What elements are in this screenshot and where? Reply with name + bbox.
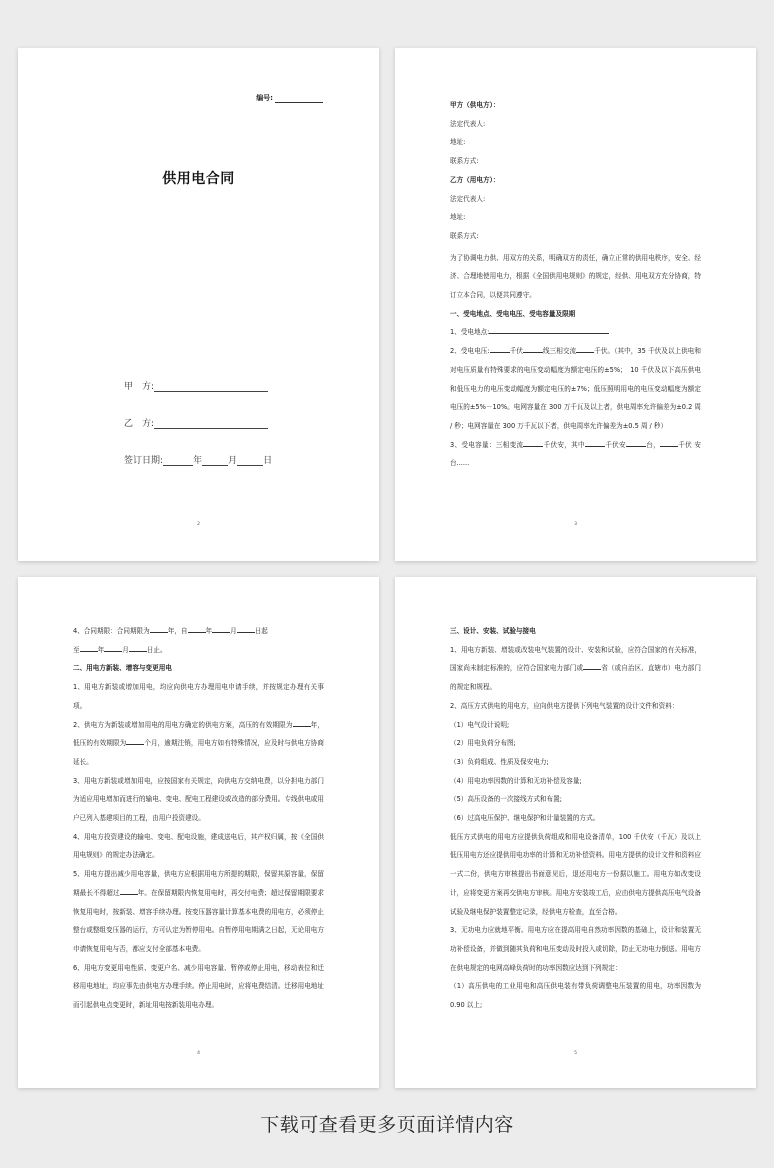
clause-1-4 xyxy=(73,622,324,641)
party-a-line xyxy=(124,379,272,416)
blank xyxy=(293,720,311,727)
list-item: （4）用电功率因数的计算和无功补偿及容量; xyxy=(450,776,582,785)
clause-text: 年 xyxy=(97,645,105,654)
clause-text: 年。在保留期限内恢复用电时，再交付电费；超过保留期限要求恢复用电时，按新装、增容手续办理。按变压器容量计算基本电费的用电方，必须停止整台或整组变压器的运行，方可认定为暂停用电。自暂停用电期满之日起，无论用电方申请恢复用电与否，都应支付全部基本电费。 xyxy=(73,888,325,953)
clause-text: 线三相交流 xyxy=(542,347,577,356)
clause-text: 安台...... xyxy=(450,440,702,468)
list-item: （2）用电负荷分布图; xyxy=(450,739,516,748)
clause-3-3-1: （1）高压供电的工业用电和高压供电装有带负荷调整电压装置的用电，功率因数为 0.90 以上; xyxy=(450,982,701,1010)
clause-2-3: 3、用电方新装或增加用电，应按国家有关规定，向供电方交纳电费，以分担电力部门为适应用电增加而进行的输电、变电、配电工程建设或改造的部分费用。专线供电或用户已列入基建项目的工程，由用户投资建设。 xyxy=(73,776,324,823)
list-item: （3）负荷组成、性质及保安电力; xyxy=(450,757,549,766)
clause-text: 4、合同期限：合同期限为 xyxy=(73,627,150,635)
day-blank xyxy=(237,455,263,466)
clause-text: 至 xyxy=(73,645,80,654)
clause-1-2 xyxy=(450,342,701,436)
blank xyxy=(80,645,98,652)
clause-2-5 xyxy=(73,865,324,959)
clause-text: 千伏 xyxy=(509,347,523,356)
more-pages-caption: 下载可查看更多页面详情内容 xyxy=(260,1114,514,1136)
blank xyxy=(188,626,206,633)
blank xyxy=(150,626,168,633)
party-a-contact: 联系方式: xyxy=(450,157,479,166)
section-2-heading: 二、用电方新装、增容与变更用电 xyxy=(73,664,172,673)
serial-label: 编号: xyxy=(256,94,273,102)
blank xyxy=(585,440,605,447)
preamble: 为了协调电力供、用双方的关系，明确双方的责任，确立正常的供用电秩序，安全、经济、合理地使用电力，根据《全国供用电规则》的规定，经供、用电双方充分协商，特订立本合同，以便共同遵守。 xyxy=(450,253,701,300)
clause-3-2: 2、高压方式供电的用电方，应向供电方提供下列电气装置的设计文件和资料： xyxy=(450,701,679,710)
month-label: 月 xyxy=(228,456,238,466)
clause-1-3 xyxy=(450,436,701,473)
blank xyxy=(583,663,601,670)
party-a-address: 地址: xyxy=(450,138,466,147)
clause-text: 月 xyxy=(122,645,129,654)
section-3-heading: 三、设计、安装、试验与接电 xyxy=(450,627,536,635)
contract-title: 供用电合同 xyxy=(162,171,235,187)
clause-text: 年 xyxy=(205,627,213,635)
party-a-blank xyxy=(154,381,268,392)
clause-1-4-end xyxy=(73,641,324,660)
party-a-label: 甲 方: xyxy=(124,382,155,392)
date-label: 签订日期: xyxy=(124,456,164,466)
page-body xyxy=(450,622,701,1015)
blank xyxy=(104,645,122,652)
party-b-address: 地址: xyxy=(450,213,466,222)
clause-text: 千伏 xyxy=(677,440,693,449)
page-number: 3 xyxy=(574,522,577,527)
blank xyxy=(120,888,138,895)
party-b-rep: 法定代表人: xyxy=(450,194,486,203)
blank xyxy=(576,346,594,353)
blank xyxy=(660,440,678,447)
clause-2-4: 4、用电方投资建设的输电、变电、配电设施，建成送电后，其产权归属，按《全国供用电规则》的规定办法确定。 xyxy=(73,832,324,860)
party-b-contact: 联系方式: xyxy=(450,231,479,240)
page-term-and-changes xyxy=(18,577,379,1088)
blank xyxy=(626,440,646,447)
page-number: 2 xyxy=(197,522,200,527)
page-parties xyxy=(395,48,756,561)
clause-text: 月 xyxy=(230,627,237,635)
serial-blank xyxy=(275,95,323,103)
party-b-line xyxy=(124,416,272,453)
blank xyxy=(489,327,609,334)
clause-text: 日起 xyxy=(254,627,268,635)
year-label: 年 xyxy=(193,456,203,466)
clause-text: 5、用电方提出减少用电容量，供电方应根据用电方所提的期限，保留其原容量，保留期最长不得超过 xyxy=(73,870,324,897)
clause-text: 年，低压的有效期限为 xyxy=(73,720,324,748)
clause-text: 2、供电方为新装或增加用电的用电方确定的供电方案，高压的有效期限为 xyxy=(73,720,293,729)
clause-text: 台， xyxy=(645,440,660,449)
clause-text: 2、受电电压: xyxy=(450,347,490,356)
clause-text: 1、受电地点: xyxy=(450,328,490,337)
list-item: （5）高压设备的一次接线方式和布置; xyxy=(450,795,562,804)
clause-text: 日止。 xyxy=(146,645,167,654)
day-label: 日 xyxy=(263,456,273,466)
section-1-heading: 一、受电地点、受电电压、受电容量及限期 xyxy=(450,309,576,318)
clause-text: 省（或自治区、直辖市）电力部门的规定和规程。 xyxy=(450,664,702,692)
month-blank xyxy=(202,455,228,466)
blank xyxy=(490,346,510,353)
signature-block xyxy=(124,379,272,490)
clause-text: 个月，逾期注销，用电方如有特殊情况，应及时与供电方协商延长。 xyxy=(73,739,325,766)
clause-2-6: 6、用电方变更用电性质、变更户名、减少用电容量、暂停或停止用电，移动表位和迁移用电地址，均应事先由供电方办理手续。停止用电时，应将电费结清。迁移用电地址而引起供电点变更时，新址用电按新装用电办理。 xyxy=(73,963,324,1010)
blank xyxy=(237,626,255,633)
page-body xyxy=(450,96,701,473)
party-b-blank xyxy=(154,418,268,429)
blank xyxy=(523,440,543,447)
clause-text: 年，自 xyxy=(167,627,188,635)
clause-3-3: 3、无功电力应就地平衡。用电方应在提高用电自然功率因数的基础上，设计和装置无功补偿设备，并做到随其负荷和电压变动及时投入或切除，防止无功电力倒送。用电方在供电规定的电网高峰负荷时的功率因数应达到下列规定： xyxy=(450,926,701,972)
blank xyxy=(129,645,147,652)
page-body xyxy=(73,622,324,1015)
page-number: 4 xyxy=(197,1051,200,1056)
clause-2-2 xyxy=(73,716,324,772)
clause-text: 千伏安，其中 xyxy=(543,440,585,449)
clause-1-1 xyxy=(450,323,701,342)
clause-text: 3、受电容量：三相变流 xyxy=(450,440,524,449)
blank xyxy=(126,738,144,745)
sign-date-line xyxy=(124,453,272,490)
party-a-rep: 法定代表人: xyxy=(450,119,486,128)
clause-text: 1、用电方新装、增装或改装电气装置的设计、安装和试验，应符合国家的有关标准，国家尚未制定标准的，应符合国家电力部门或 xyxy=(450,645,701,673)
clause-2-1: 1、用电方新装或增加用电，均应向供电方办理用电申请手续，并按规定办理有关事项。 xyxy=(73,683,324,710)
clause-3-1 xyxy=(450,641,701,697)
cover-page xyxy=(18,48,379,561)
list-item: （6）过高电压保护、继电保护和计量装置的方式。 xyxy=(450,814,600,823)
clause-text: 千伏。（其中，35 千伏及以上供电和对电压质量有特殊要求的电压变动幅度为额定电压的±5%； 10 千伏及以下高压供电和低压电力的电压变动幅度为额定电压的±7%；低压照明用电的电压变动幅度为额定电压的±5%－10%。电网容量在 300 万千瓦及以上者，供电周率允许偏差为±0.2 周 / 秒；电网容量在 300 万千瓦以下者，供电周率允许偏差为±0.5 周 / 秒） xyxy=(450,347,702,430)
party-b-heading: 乙方（用电方）： xyxy=(450,175,500,184)
list-item: （1）电气设计说明; xyxy=(450,720,510,729)
blank xyxy=(212,626,230,633)
clause-text: 千伏安 xyxy=(604,440,626,449)
page-design-installation xyxy=(395,577,756,1088)
party-b-label: 乙 方: xyxy=(124,419,155,429)
low-voltage-clause: 低压方式供电的用电方应提供负荷组成和用电设备清单，100 千伏安（千瓦）及以上低压用电方还应提供用电功率的计算和无功补偿资料。用电方提供的设计文件和资料应一式二份，供电方审核提出书面意见后，退还用电方一份据以施工。用电方如改变设计，应将变更方案再交供电方审核。用电方安装竣工后，应由供电方提供高压电气设备试验及继电保护装置整定记录，经供电方检查，直至合格。 xyxy=(450,832,701,916)
party-a-heading: 甲方（供电方）： xyxy=(450,101,500,109)
serial-number xyxy=(256,93,323,103)
year-blank xyxy=(163,455,193,466)
blank xyxy=(523,346,543,353)
page-number: 5 xyxy=(574,1051,577,1056)
